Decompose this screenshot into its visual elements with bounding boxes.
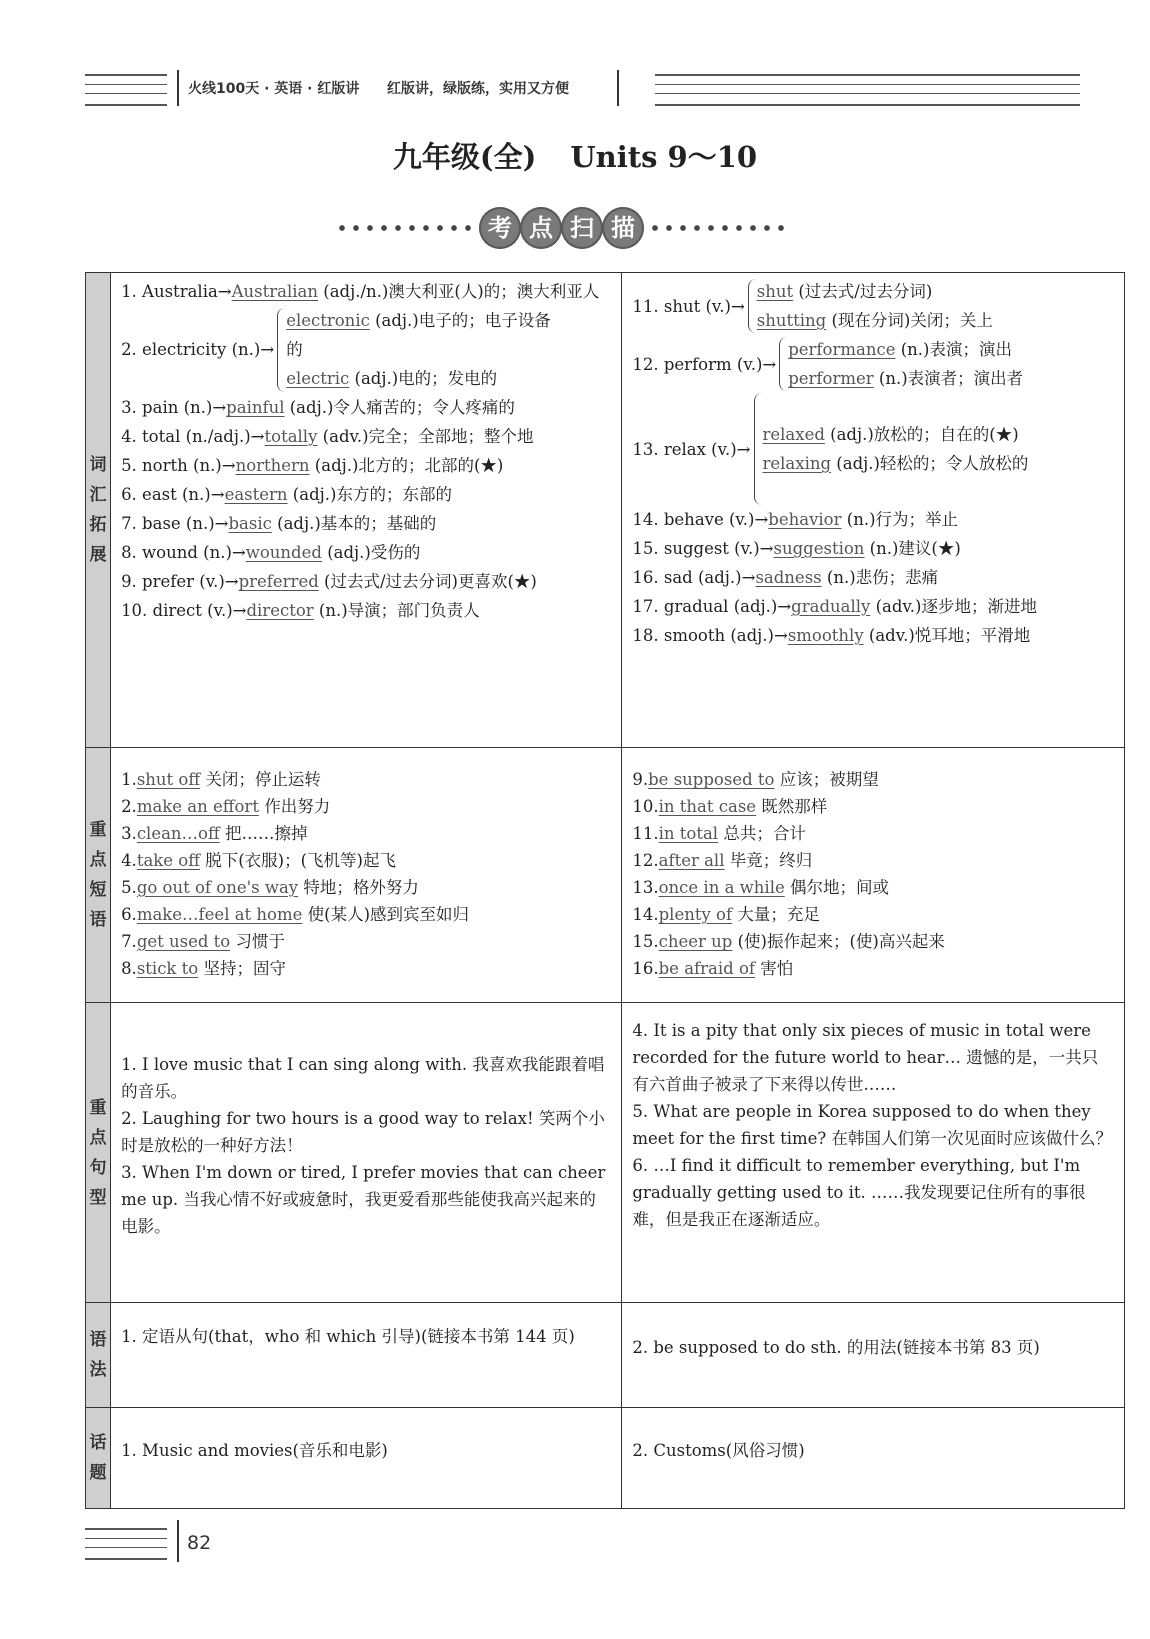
section-label: 词 汇 拓 展 (86, 273, 111, 748)
sentence-item: 6. …I find it difficult to remember everything, but I'm gradually getting used to it. ……我发现要记住所有的事很难，但是我正在逐渐适应。 (632, 1156, 1086, 1229)
grammar-row (86, 1303, 1125, 1408)
vocab-item: 4. total (n./adj.)→totally (adv.)完全；全部地；整个地 (121, 427, 534, 446)
sentence-item: 2. Laughing for two hours is a good way to relax! 笑两个小时是放松的一种好方法！ (121, 1109, 605, 1155)
banner-char: 描 (602, 207, 644, 249)
header-rule-left (85, 74, 167, 106)
topic-right: 2. Customs(风俗习惯) (622, 1408, 1125, 1509)
footer-divider (177, 1520, 179, 1562)
vocab-item: 11. shut (v.)→ shut (过去式/过去分词) shutting (现在分词)关闭；关上 (632, 277, 1114, 335)
vocab-item: 15. suggest (v.)→suggestion (n.)建议(★) (632, 539, 961, 558)
header-divider-right (617, 70, 619, 106)
sentences-left (111, 1003, 622, 1303)
banner-char: 考 (479, 207, 521, 249)
vocab-right (622, 273, 1125, 748)
section-label: 语 法 (86, 1303, 111, 1408)
banner-dots-left (335, 224, 475, 232)
vocab-item: 3. pain (n.)→painful (adj.)令人痛苦的；令人疼痛的 (121, 398, 515, 417)
page-header (85, 70, 1080, 106)
vocab-item: 9. prefer (v.)→preferred (过去式/过去分词)更喜欢(★) (121, 572, 537, 591)
phrases-row (86, 748, 1125, 1003)
phrase-item: 14.plenty of 大量；充足 (632, 905, 820, 924)
section-banner (0, 207, 1150, 251)
topic-left: 1. Music and movies(音乐和电影) (111, 1408, 622, 1509)
phrase-item: 1.shut off 关闭；停止运转 (121, 770, 321, 789)
banner-char: 扫 (561, 207, 603, 249)
header-book-title: 火线100天 · 英语 · 红版讲 (188, 81, 360, 97)
phrase-item: 4.take off 脱下(衣服)；(飞机等)起飞 (121, 851, 396, 870)
vocab-row (86, 273, 1125, 748)
vocab-item: 7. base (n.)→basic (adj.)基本的；基础的 (121, 514, 437, 533)
vocab-item: 13. relax (v.)→ relaxed (adj.)放松的；自在的(★) relaxing (adj.)轻松的；令人放松的 (632, 393, 1114, 505)
sentences-right (622, 1003, 1125, 1303)
banner-char: 点 (520, 207, 562, 249)
topic-row (86, 1408, 1125, 1509)
grammar-left: 1. 定语从句(that，who 和 which 引导)(链接本书第 144 页) (111, 1303, 622, 1408)
grammar-right: 2. be supposed to do sth. 的用法(链接本书第 83 页) (622, 1303, 1125, 1408)
header-slogan: 红版讲，绿版练，实用又方便 (387, 81, 569, 97)
vocab-item: 6. east (n.)→eastern (adj.)东方的；东部的 (121, 485, 452, 504)
grade-label: 九年级(全) (392, 140, 537, 174)
phrase-item: 5.go out of one's way 特地；格外努力 (121, 878, 419, 897)
phrase-item: 3.clean…off 把……擦掉 (121, 824, 308, 843)
page-title (0, 135, 1150, 176)
page-number: 82 (187, 1532, 212, 1554)
phrase-item: 8.stick to 坚持；固守 (121, 959, 286, 978)
phrase-item: 15.cheer up (使)振作起来；(使)高兴起来 (632, 932, 945, 951)
section-label: 重 点 句 型 (86, 1003, 111, 1303)
phrase-item: 6.make…feel at home 使(某人)感到宾至如归 (121, 905, 470, 924)
banner-dots-right (648, 224, 788, 232)
phrase-item: 7.get used to 习惯于 (121, 932, 285, 951)
phrase-item: 12.after all 毕竟；终归 (632, 851, 813, 870)
phrase-item: 13.once in a while 偶尔地；间或 (632, 878, 889, 897)
vocab-item: 16. sad (adj.)→sadness (n.)悲伤；悲痛 (632, 568, 939, 587)
vocab-left (111, 273, 622, 748)
phrases-left (111, 748, 622, 1003)
vocab-item: 14. behave (v.)→behavior (n.)行为；举止 (632, 510, 959, 529)
sentence-item: 5. What are people in Korea supposed to do when they meet for the first time? 在韩国人们第一次见面时应该做什么？ (632, 1102, 1113, 1148)
phrase-item: 11.in total 总共；合计 (632, 824, 806, 843)
vocab-item: 8. wound (n.)→wounded (adj.)受伤的 (121, 543, 421, 562)
sentences-row (86, 1003, 1125, 1303)
page-footer (85, 1520, 285, 1560)
section-label: 重 点 短 语 (86, 748, 111, 1003)
vocab-item: 18. smooth (adj.)→smoothly (adv.)悦耳地；平滑地 (632, 626, 1031, 645)
vocab-item: 1. Australia→Australian (adj./n.)澳大利亚(人)的；澳大利亚人 (121, 282, 600, 301)
header-rule-right (655, 74, 1080, 106)
phrases-right (622, 748, 1125, 1003)
phrase-item: 2.make an effort 作出努力 (121, 797, 331, 816)
vocab-item: 10. direct (v.)→director (n.)导演；部门负责人 (121, 601, 480, 620)
header-divider (177, 70, 179, 106)
phrase-item: 9.be supposed to 应该；被期望 (632, 770, 879, 789)
vocab-item: 2. electricity (n.)→ electronic (adj.)电子的；电子设备的 electric (adj.)电的；发电的 (121, 306, 611, 393)
section-label: 话 题 (86, 1408, 111, 1509)
vocab-item: 12. perform (v.)→ performance (n.)表演；演出 performer (n.)表演者；演出者 (632, 335, 1114, 393)
phrase-item: 16.be afraid of 害怕 (632, 959, 794, 978)
phrase-item: 10.in that case 既然那样 (632, 797, 828, 816)
summary-table (85, 272, 1125, 1509)
sentence-item: 4. It is a pity that only six pieces of music in total were recorded for the future world to hear… 遗憾的是，一共只有六首曲子被录了下来得以传世…… (632, 1021, 1099, 1094)
vocab-item: 17. gradual (adj.)→gradually (adv.)逐步地；渐进地 (632, 597, 1037, 616)
vocab-item: 5. north (n.)→northern (adj.)北方的；北部的(★) (121, 456, 504, 475)
sentence-item: 1. I love music that I can sing along with. 我喜欢我能跟着唱的音乐。 (121, 1055, 605, 1101)
footer-rule (85, 1528, 167, 1560)
sentence-item: 3. When I'm down or tired, I prefer movies that can cheer me up. 当我心情不好或疲惫时，我更爱看那些能使我高兴起来的电影。 (121, 1163, 606, 1236)
units-label: Units 9～10 (570, 140, 758, 174)
